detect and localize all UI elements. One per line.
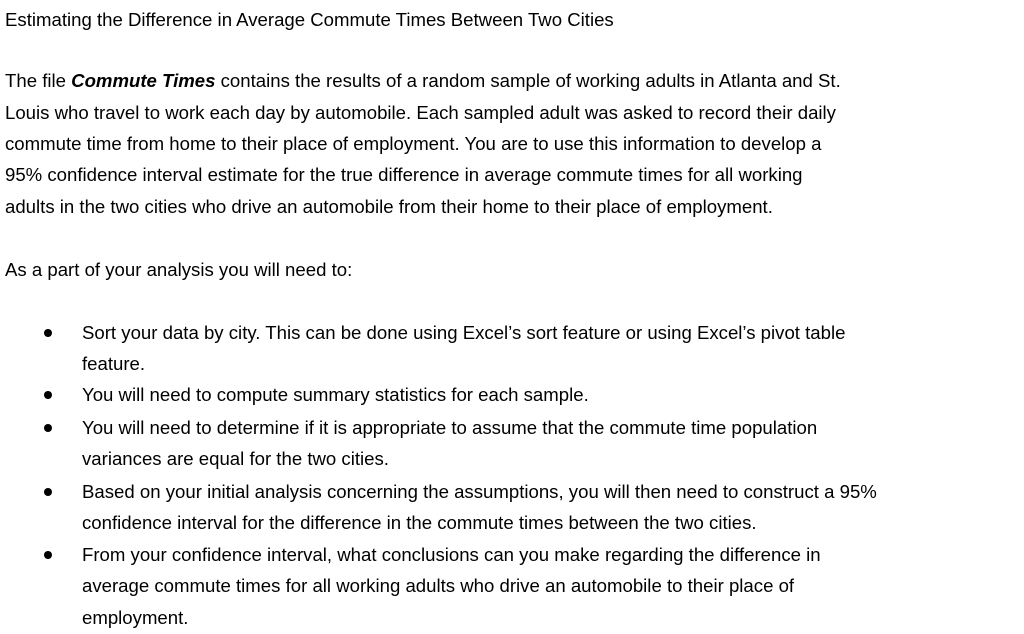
- bullet-icon: [44, 488, 52, 496]
- bullet-icon: [44, 391, 52, 399]
- file-name: Commute Times: [71, 70, 216, 91]
- list-item: You will need to compute summary statistics for each sample.: [82, 384, 589, 405]
- list-item-cont: average commute times for all working adults who drive an automobile to their place of: [82, 575, 795, 596]
- bullet-icon: [44, 424, 52, 432]
- list-item-cont: confidence interval for the difference in the commute times between the two cities.: [82, 512, 757, 533]
- list-item: From your confidence interval, what conclusions can you make regarding the difference in: [82, 544, 821, 565]
- list-item: Sort your data by city. This can be done using Excel’s sort feature or using Excel’s pivot table: [82, 322, 846, 343]
- intro-line: [5, 70, 841, 92]
- list-item: Based on your initial analysis concerning the assumptions, you will then need to construct a 95%: [82, 481, 877, 502]
- document-title: Estimating the Difference in Average Commute Times Between Two Cities: [5, 9, 614, 30]
- list-item: You will need to determine if it is appropriate to assume that the commute time population: [82, 417, 818, 438]
- list-item-cont: employment.: [82, 607, 189, 628]
- list-item-cont: feature.: [82, 353, 146, 374]
- intro-rest: contains the results of a random sample of working adults in Atlanta and St.: [215, 70, 841, 91]
- list-item-cont: variances are equal for the two cities.: [82, 448, 389, 469]
- bullet-icon: [44, 329, 52, 337]
- analysis-intro: As a part of your analysis you will need to:: [5, 259, 353, 280]
- intro-line: 95% confidence interval estimate for the true difference in average commute times for all working: [5, 164, 803, 185]
- intro-line: commute time from home to their place of employment. You are to use this information to develop a: [5, 133, 822, 154]
- intro-prefix: The file: [5, 70, 72, 91]
- intro-line: Louis who travel to work each day by automobile. Each sampled adult was asked to record their daily: [5, 102, 836, 123]
- intro-line: adults in the two cities who drive an automobile from their home to their place of employment.: [5, 196, 773, 217]
- bullet-icon: [44, 551, 52, 559]
